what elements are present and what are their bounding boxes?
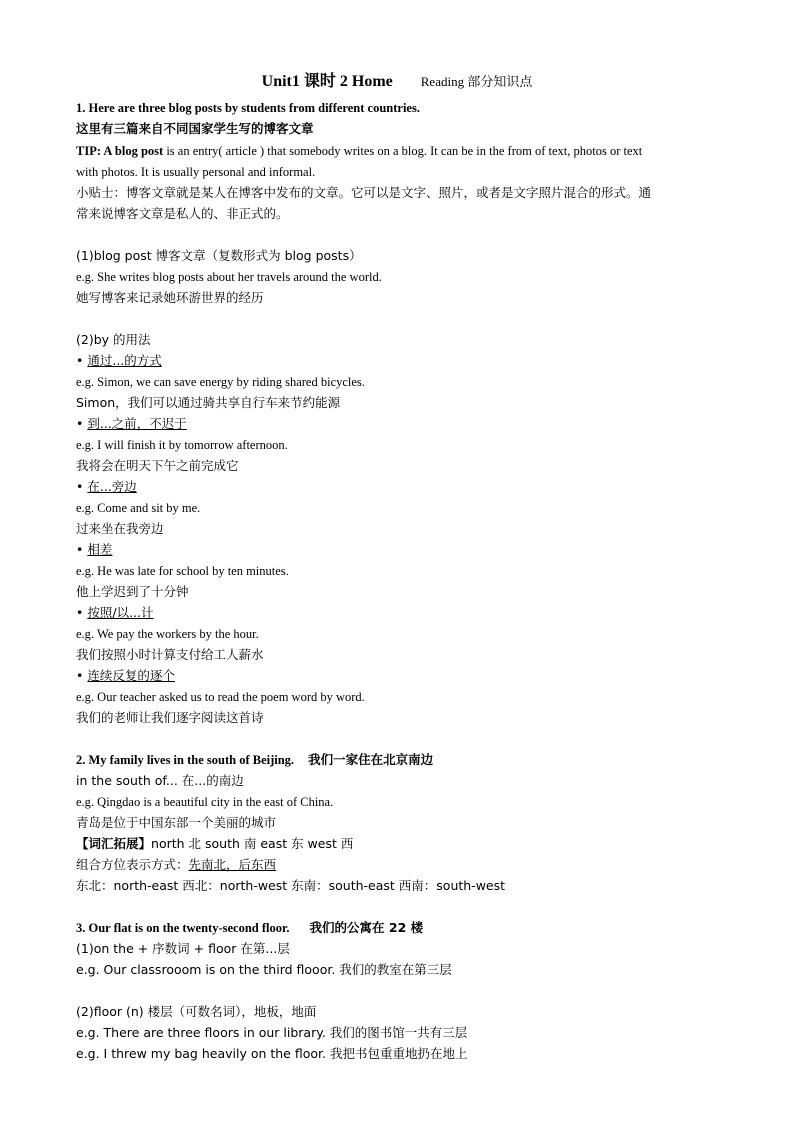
vocab-extension-label: 【词汇拓展】 [76,836,152,851]
floor-noun-example: e.g. I threw my bag heavily on the floor. 我把书包重重地扔在地上 [76,1046,468,1061]
usage-example: e.g. Simon, we can save energy by riding shared bicycles. [76,375,365,389]
section3-heading-cn: 我们的公寓在 22 楼 [309,920,424,935]
tip-cn2: 常来说博客文章是私人的、非正式的。 [76,206,289,221]
by-usage-head: (2)by 的用法 [76,332,151,347]
direction-list: 东北：north-east 西北：north-west 东南：south-east 西南：south-west [76,878,506,893]
usage-label: 相差 [87,542,113,557]
usage-example: e.g. Our teacher asked us to read the poem word by word. [76,690,365,704]
usage-label-row [76,478,137,496]
title-main: Unit1 课时 2 Home [261,73,393,90]
page-title [0,68,794,91]
section1-heading-cn: 这里有三篇来自不同国家学生写的博客文章 [76,121,314,136]
south-of-example: e.g. Qingdao is a beautiful city in the east of China. [76,795,334,809]
bullet: • [76,479,84,494]
usage-example-cn: 过来坐在我旁边 [76,521,164,536]
usage-label: 到...之前，不迟于 [87,416,187,431]
usage-example-cn: 我将会在明天下午之前完成它 [76,458,239,473]
usage-label-row [76,415,187,433]
bullet: • [76,668,84,683]
south-of-example-cn: 青岛是位于中国东部一个美丽的城市 [76,815,277,830]
bullet: • [76,416,84,431]
blog-post-head: (1)blog post 博客文章（复数形式为 blog posts） [76,248,362,263]
section3-heading: 3. Our flat is on the twenty-second floor. [76,921,290,935]
usage-label-row [76,352,162,370]
usage-label-row [76,541,112,559]
floor-phrase-example: e.g. Our classrooom is on the third flooor. 我们的教室在第三层 [76,962,452,977]
floor-noun-head: (2)floor (n) 楼层（可数名词），地板，地面 [76,1004,317,1019]
south-of-phrase: in the south of... 在...的南边 [76,773,244,788]
tip-line [76,142,642,160]
tip-cn: 小贴士：博客文章就是某人在博客中发布的文章。它可以是文字、照片，或者是文字照片混合的形式。通 [76,185,652,200]
bullet: • [76,353,84,368]
usage-label: 按照/以...计 [87,605,154,620]
section1-heading: 1. Here are three blog posts by students from different countries. [76,101,420,115]
usage-example: e.g. I will finish it by tomorrow afternoon. [76,438,288,452]
direction-combo-label: 组合方位表示方式： [76,857,189,872]
usage-label: 通过...的方式 [87,353,162,368]
section2-heading-cn: 我们一家住在北京南边 [308,752,434,767]
usage-example-cn: Simon，我们可以通过骑共享自行车来节约能源 [76,395,341,410]
vocab-extension-words: north 北 south 南 east 东 west 西 [151,836,354,851]
blog-post-example-cn: 她写博客来记录她环游世界的经历 [76,290,264,305]
tip-text: is an entry( article ) that somebody writes on a blog. It can be in the from of text, photos or text [163,144,643,158]
usage-example: e.g. He was late for school by ten minutes. [76,564,289,578]
floor-noun-example: e.g. There are three floors in our library. 我们的图书馆一共有三层 [76,1025,468,1040]
vocab-extension [76,835,353,853]
tip-label: TIP: A blog post [76,144,164,158]
usage-example-cn: 他上学迟到了十分钟 [76,584,189,599]
usage-example-cn: 我们按照小时计算支付给工人薪水 [76,647,264,662]
usage-label: 连续反复的逐个 [87,668,175,683]
bullet: • [76,542,84,557]
tip-text2: with photos. It is usually personal and informal. [76,165,316,179]
usage-label-row [76,604,154,622]
direction-combo [76,856,276,874]
floor-phrase: (1)on the + 序数词 + floor 在第...层 [76,941,290,956]
direction-combo-rule: 先南北，后东西 [188,857,277,872]
usage-example-cn: 我们的老师让我们逐字阅读这首诗 [76,710,264,725]
usage-example: e.g. Come and sit by me. [76,501,201,515]
title-sub: Reading 部分知识点 [420,74,533,89]
usage-example: e.g. We pay the workers by the hour. [76,627,259,641]
blog-post-example: e.g. She writes blog posts about her travels around the world. [76,270,382,284]
section2-heading-row [76,751,433,769]
usage-label-row [76,667,175,685]
usage-label: 在...旁边 [87,479,137,494]
section2-heading: 2. My family lives in the south of Beijing. [76,753,295,767]
section3-heading-row [76,919,423,937]
bullet: • [76,605,84,620]
